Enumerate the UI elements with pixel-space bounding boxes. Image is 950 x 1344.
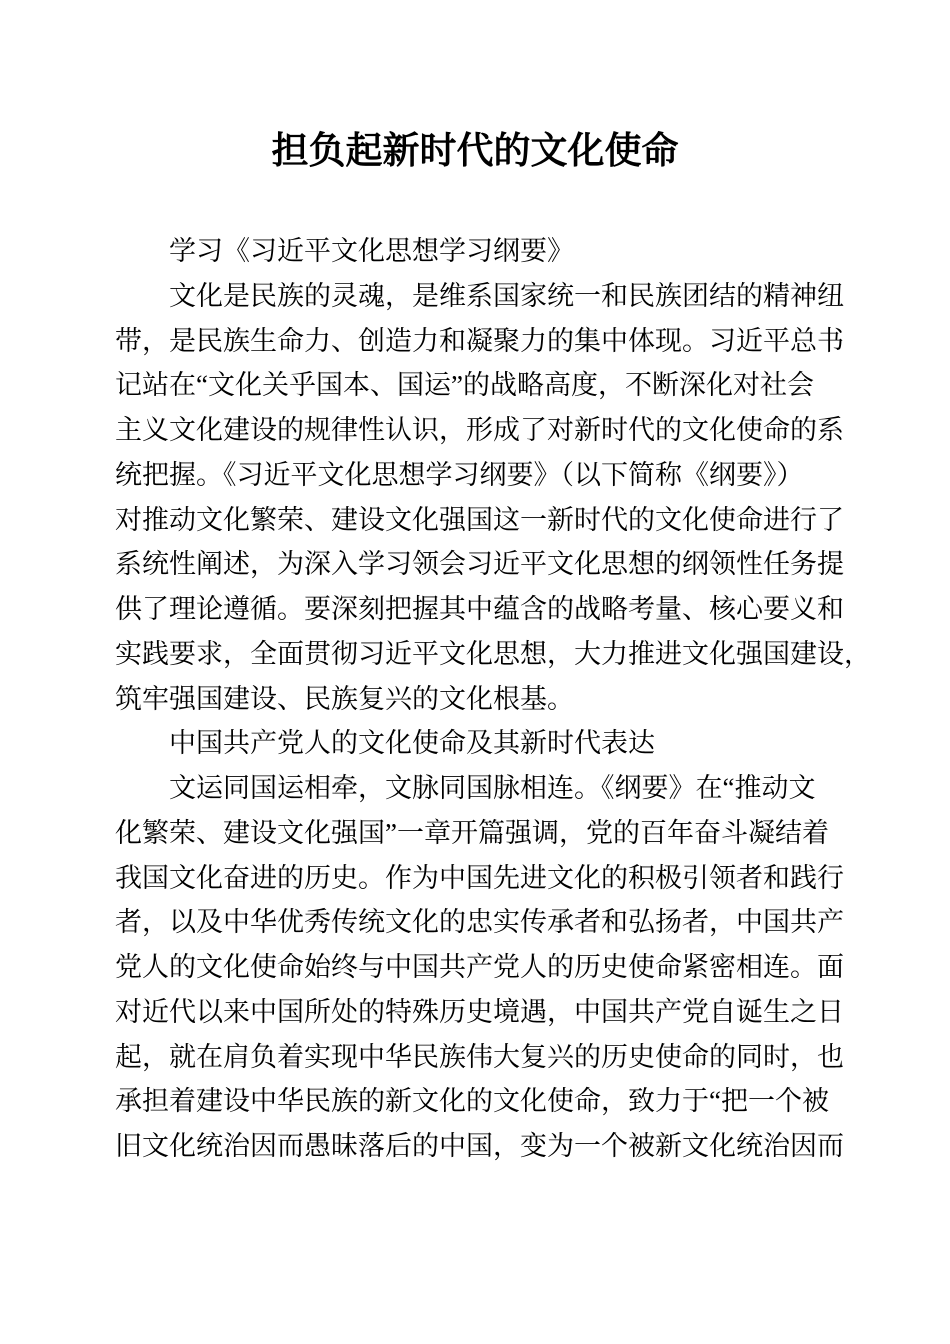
text-line: 化繁荣、建设文化强国”一章开篇强调，党的百年奋斗凝结着 xyxy=(115,817,829,848)
paragraph xyxy=(115,274,871,722)
paragraph xyxy=(115,766,851,1169)
paragraph xyxy=(115,721,851,766)
document-body xyxy=(115,229,871,1169)
text-line: 供了理论遵循。要深刻把握其中蕴含的战略考量、核心要义和 xyxy=(115,594,844,624)
text-line: 筑牢强国建设、民族复兴的文化根基。 xyxy=(115,683,574,714)
text-line: 对近代以来中国所处的特殊历史境遇，中国共产党自诞生之日 xyxy=(115,996,844,1027)
text-line: 统把握。《习近平文化思想学习纲要》（以下简称《纲要》） xyxy=(115,459,804,490)
text-line: 学习《习近平文化思想学习纲要》 xyxy=(169,236,574,266)
text-line: 党人的文化使命始终与中国共产党人的历史使命紧密相连。面 xyxy=(115,952,844,982)
text-line: 文化是民族的灵魂，是维系国家统一和民族团结的精神纽 xyxy=(169,280,844,311)
text-line: 带，是民族生命力、创造力和凝聚力的集中体现。习近平总书 xyxy=(115,325,844,356)
text-line: 旧文化统治因而愚昧落后的中国，变为一个被新文化统治因而 xyxy=(115,1131,844,1161)
text-line: 文运同国运相牵，文脉同国脉相连。《纲要》在“推动文 xyxy=(169,773,816,803)
text-line: 系统性阐述，为深入学习领会习近平文化思想的纲领性任务提 xyxy=(115,549,844,580)
text-line: 承担着建设中华民族的新文化的文化使命，致力于“把一个被 xyxy=(115,1086,829,1117)
text-line: 对推动文化繁荣、建设文化强国这一新时代的文化使命进行了 xyxy=(115,504,844,535)
paragraph xyxy=(115,229,851,274)
document-title: 担负起新时代的文化使命 xyxy=(271,131,679,172)
text-line: 中国共产党人的文化使命及其新时代表达 xyxy=(169,728,655,759)
text-line: 起，就在肩负着实现中华民族伟大复兴的历史使命的同时，也 xyxy=(115,1041,844,1072)
text-line: 实践要求，全面贯彻习近平文化思想，大力推进文化强国建设， xyxy=(115,638,871,669)
text-line: 记站在“文化关乎国本、国运”的战略高度，不断深化对社会 xyxy=(115,370,814,401)
text-line: 我国文化奋进的历史。作为中国先进文化的积极引领者和践行 xyxy=(115,862,844,893)
text-line: 者，以及中华优秀传统文化的忠实传承者和弘扬者，中国共产 xyxy=(115,907,844,938)
text-line: 主义文化建设的规律性认识，形成了对新时代的文化使命的系 xyxy=(115,415,844,445)
